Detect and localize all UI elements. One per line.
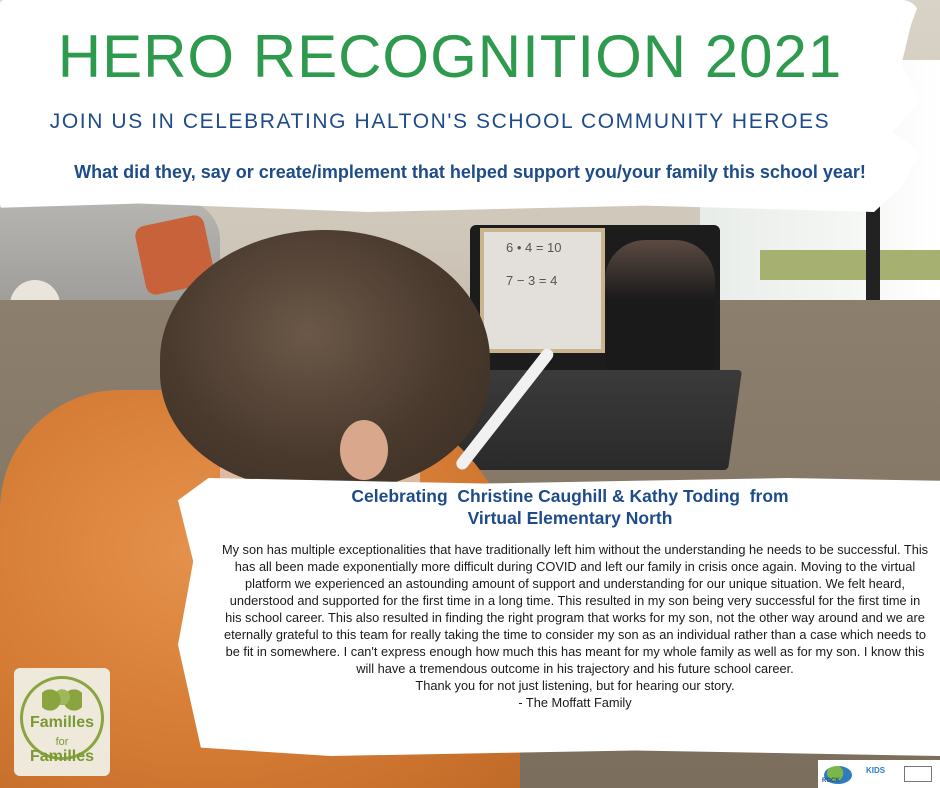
testimonial-body: My son has multiple exceptionalities that have traditionally left him without the understanding he needs to be successful. This has all been made exponentially more difficult during COVID and left our family in crisis once again. Moving to the virtual platform we experienced an astounding amount of support and understanding for our unique situation. We felt heard, understood and supported for the first time in a long time. This resulted in my son being very successful for the first time in his school career. This also resulted in finding the right program that works for my son, not the other way around and we are eternally grateful to this team for really taking the time to consider my son as an individual rather than a case which needs to be fit in somewhere. I can't express enough how much this has meant for my whole family as well as for my son. I know this will have a tremendous outcome in his trajectory and his future school career.	[221, 542, 929, 677]
testimonial-signature: - The Moffatt Family	[518, 695, 632, 711]
whiteboard	[480, 228, 605, 353]
kids-logo-text: KIDS	[866, 766, 886, 775]
board-equation-2: 7 − 3 = 4	[506, 273, 558, 288]
testimonial-thanks: Thank you for not just listening, but for hearing our story.	[415, 678, 735, 694]
testimonial-text	[220, 541, 930, 711]
child-ear	[340, 420, 388, 480]
celebration-heading-line2: Virtual Elementary North	[467, 507, 673, 528]
grass	[760, 250, 940, 280]
logo-text-for: for	[55, 736, 69, 748]
board-equation-1: 6 • 4 = 10	[506, 240, 562, 255]
child-head	[160, 230, 490, 490]
page-title: HERO RECOGNITION 2021	[57, 23, 843, 90]
logo-text-familles-2: Familles	[29, 748, 95, 765]
rock-logo-text: ROCK	[822, 778, 840, 784]
logo-figures-icon	[42, 686, 82, 714]
partner-logos	[818, 760, 940, 788]
crest-logo-icon	[904, 766, 932, 782]
teacher-figure	[605, 240, 715, 390]
logo-text-familles-1: Familles	[29, 714, 95, 731]
prompt-question: What did they, say or create/implement that helped support you/your family this school year!	[74, 162, 866, 182]
celebration-heading-line1: Celebrating Christine Caughill & Kathy Toding from	[351, 486, 789, 506]
celebration-heading	[300, 486, 840, 530]
page-subtitle: JOIN US IN CELEBRATING HALTON'S SCHOOL COMMUNITY HEROES	[49, 110, 831, 133]
familles-for-familles-logo	[14, 668, 110, 776]
